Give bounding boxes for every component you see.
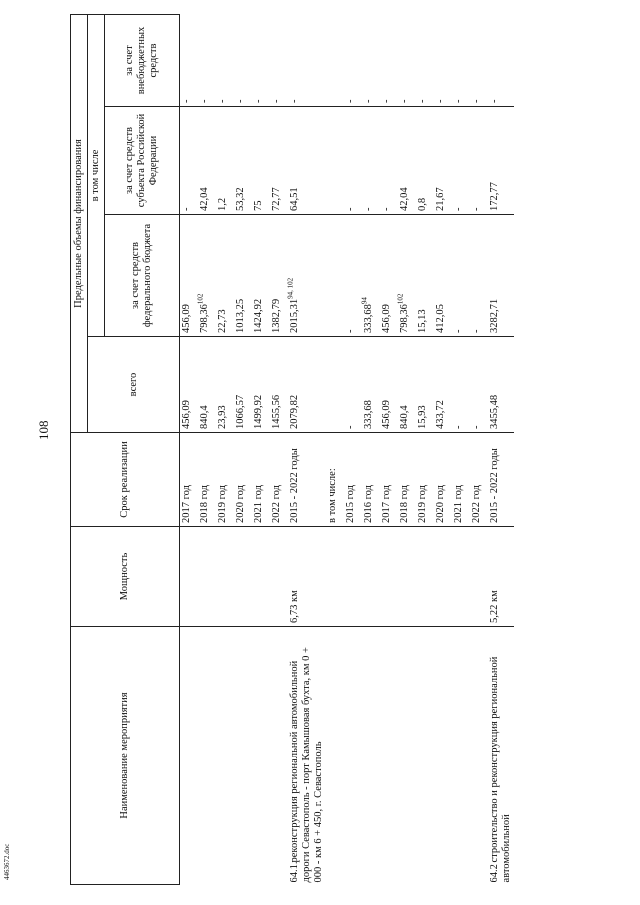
cell-name bbox=[416, 627, 434, 885]
cell-extra: - bbox=[344, 15, 362, 107]
cell-capacity bbox=[380, 527, 398, 627]
federal-value: 456,09 bbox=[381, 304, 393, 333]
cell-federal bbox=[180, 215, 199, 337]
cell-federal bbox=[416, 215, 434, 337]
cell-name bbox=[380, 627, 398, 885]
federal-value: 1424,92 bbox=[253, 298, 265, 333]
table-row bbox=[434, 15, 452, 885]
row-name: строительство и реконструкция региональной автомобильной bbox=[489, 656, 513, 883]
cell-capacity: 6,73 км bbox=[288, 527, 326, 627]
cell-period: 2015 - 2022 годы bbox=[488, 433, 514, 527]
cell-total: 456,09 bbox=[380, 337, 398, 433]
footnote-ref: 94 bbox=[360, 297, 369, 305]
cell-regional: - bbox=[452, 107, 470, 215]
table-row bbox=[288, 15, 326, 885]
cell-extra: - bbox=[488, 15, 514, 107]
cell-period: 2018 год bbox=[198, 433, 216, 527]
cell-capacity bbox=[216, 527, 234, 627]
cell-capacity bbox=[398, 527, 416, 627]
cell-extra: - bbox=[380, 15, 398, 107]
federal-value: 15,13 bbox=[417, 309, 429, 333]
cell-capacity bbox=[326, 527, 344, 627]
cell-name bbox=[234, 627, 252, 885]
table-row bbox=[380, 15, 398, 885]
federal-value: 1382,79 bbox=[271, 298, 283, 333]
table-row bbox=[362, 15, 380, 885]
cell-extra: - bbox=[470, 15, 488, 107]
cell-regional: - bbox=[380, 107, 398, 215]
header-funding: Предельные объемы финансирования bbox=[71, 15, 88, 433]
federal-value: - bbox=[453, 329, 465, 333]
cell-name bbox=[288, 627, 326, 885]
cell-capacity bbox=[252, 527, 270, 627]
federal-value: - bbox=[471, 329, 483, 333]
cell-period: 2017 год bbox=[380, 433, 398, 527]
cell-total: 23,93 bbox=[216, 337, 234, 433]
cell-capacity bbox=[344, 527, 362, 627]
cell-total: 1499,92 bbox=[252, 337, 270, 433]
cell-regional: - bbox=[362, 107, 380, 215]
cell-capacity bbox=[270, 527, 288, 627]
cell-extra: - bbox=[362, 15, 380, 107]
cell-capacity bbox=[452, 527, 470, 627]
cell-federal bbox=[216, 215, 234, 337]
table-row bbox=[398, 15, 416, 885]
header-capacity: Мощность bbox=[71, 527, 180, 627]
cell-extra: - bbox=[452, 15, 470, 107]
cell-total: 333,68 bbox=[362, 337, 380, 433]
cell-capacity bbox=[434, 527, 452, 627]
cell-extra: - bbox=[198, 15, 216, 107]
table-row bbox=[488, 15, 514, 885]
cell-regional: 53,32 bbox=[234, 107, 252, 215]
cell-total: 3455,48 bbox=[488, 337, 514, 433]
header-total: всего bbox=[88, 337, 180, 433]
table-row bbox=[180, 15, 199, 885]
cell-federal bbox=[234, 215, 252, 337]
federal-value: 22,73 bbox=[217, 309, 229, 333]
cell-capacity bbox=[470, 527, 488, 627]
cell-name bbox=[362, 627, 380, 885]
cell-period: 2019 год bbox=[416, 433, 434, 527]
cell-federal bbox=[362, 215, 380, 337]
cell-capacity bbox=[416, 527, 434, 627]
federal-value: 1013,25 bbox=[235, 298, 247, 333]
cell-federal bbox=[326, 215, 344, 337]
header-period: Срок реализации bbox=[71, 433, 180, 527]
table-row bbox=[270, 15, 288, 885]
header-extra: за счет внебюджетных средств bbox=[105, 15, 180, 107]
cell-federal bbox=[434, 215, 452, 337]
header-regional: за счет средств субъекта Российской Федерации bbox=[105, 107, 180, 215]
cell-name bbox=[326, 627, 344, 885]
table-row bbox=[470, 15, 488, 885]
federal-value: 798,36 bbox=[399, 304, 411, 333]
federal-value: 456,09 bbox=[181, 304, 193, 333]
table-row bbox=[452, 15, 470, 885]
cell-period: 2021 год bbox=[452, 433, 470, 527]
federal-value: 412,05 bbox=[435, 304, 447, 333]
footnote-ref: 94, 102 bbox=[286, 277, 295, 299]
cell-extra: - bbox=[416, 15, 434, 107]
table-row bbox=[416, 15, 434, 885]
cell-name bbox=[180, 627, 199, 885]
cell-federal bbox=[198, 215, 216, 337]
cell-extra: - bbox=[434, 15, 452, 107]
cell-total bbox=[326, 337, 344, 433]
footnote-ref: 102 bbox=[196, 293, 205, 305]
cell-period: 2015 - 2022 годы bbox=[288, 433, 326, 527]
cell-federal bbox=[344, 215, 362, 337]
cell-regional: 1,2 bbox=[216, 107, 234, 215]
cell-name bbox=[398, 627, 416, 885]
cell-federal bbox=[398, 215, 416, 337]
cell-regional: 42,04 bbox=[398, 107, 416, 215]
header-name: Наименование мероприятия bbox=[71, 627, 180, 885]
cell-regional bbox=[326, 107, 344, 215]
cell-regional: 21,67 bbox=[434, 107, 452, 215]
cell-regional: 72,77 bbox=[270, 107, 288, 215]
cell-name bbox=[270, 627, 288, 885]
cell-extra: - bbox=[252, 15, 270, 107]
cell-name bbox=[488, 627, 514, 885]
cell-regional: - bbox=[470, 107, 488, 215]
cell-period: в том числе: bbox=[326, 433, 344, 527]
cell-extra: - bbox=[180, 15, 199, 107]
cell-period: 2016 год bbox=[362, 433, 380, 527]
table-row bbox=[216, 15, 234, 885]
table-row bbox=[234, 15, 252, 885]
cell-total: - bbox=[452, 337, 470, 433]
cell-period: 2020 год bbox=[234, 433, 252, 527]
cell-regional: 0,8 bbox=[416, 107, 434, 215]
cell-name bbox=[252, 627, 270, 885]
cell-total: - bbox=[470, 337, 488, 433]
cell-period: 2020 год bbox=[434, 433, 452, 527]
cell-federal bbox=[252, 215, 270, 337]
page-number: 108 bbox=[36, 420, 51, 440]
cell-regional: 172,77 bbox=[488, 107, 514, 215]
table-row bbox=[252, 15, 270, 885]
federal-value: 798,36 bbox=[199, 304, 211, 333]
cell-name bbox=[470, 627, 488, 885]
cell-federal bbox=[270, 215, 288, 337]
table-row bbox=[326, 15, 344, 885]
row-index: 64.2 bbox=[489, 864, 501, 883]
header-including: в том числе bbox=[88, 15, 105, 337]
rotated-table-sheet bbox=[70, 15, 623, 885]
cell-regional: 75 bbox=[252, 107, 270, 215]
cell-total: 840,4 bbox=[398, 337, 416, 433]
cell-capacity bbox=[198, 527, 216, 627]
cell-federal bbox=[288, 215, 326, 337]
federal-value: 333,68 bbox=[363, 304, 375, 333]
cell-federal bbox=[380, 215, 398, 337]
cell-period: 2022 год bbox=[470, 433, 488, 527]
cell-name bbox=[344, 627, 362, 885]
cell-regional: - bbox=[180, 107, 199, 215]
cell-total: 433,72 bbox=[434, 337, 452, 433]
row-index: 64.1. bbox=[289, 861, 301, 883]
funding-table bbox=[70, 14, 514, 885]
row-name: реконструкция региональной автомобильной дороги Севастополь - порт Камышовая бухта, км 0 + 000 - км 6 + 450, г. Севастополь bbox=[289, 647, 325, 883]
table-row bbox=[344, 15, 362, 885]
federal-value: 3282,71 bbox=[489, 298, 501, 333]
cell-capacity bbox=[180, 527, 199, 627]
cell-regional: 64,51 bbox=[288, 107, 326, 215]
cell-federal bbox=[488, 215, 514, 337]
cell-period: 2018 год bbox=[398, 433, 416, 527]
table-row bbox=[198, 15, 216, 885]
cell-period: 2015 год bbox=[344, 433, 362, 527]
cell-total: 840,4 bbox=[198, 337, 216, 433]
cell-period: 2021 год bbox=[252, 433, 270, 527]
footnote-ref: 102 bbox=[396, 293, 405, 305]
cell-extra: - bbox=[270, 15, 288, 107]
cell-extra bbox=[326, 15, 344, 107]
cell-total: 1066,57 bbox=[234, 337, 252, 433]
cell-total: 2079,82 bbox=[288, 337, 326, 433]
cell-total: 456,09 bbox=[180, 337, 199, 433]
cell-name bbox=[216, 627, 234, 885]
cell-capacity bbox=[362, 527, 380, 627]
cell-total: - bbox=[344, 337, 362, 433]
header-federal: за счет средств федерального бюджета bbox=[105, 215, 180, 337]
federal-value: 2015,31 bbox=[289, 298, 301, 333]
cell-period: 2017 год bbox=[180, 433, 199, 527]
cell-extra: - bbox=[398, 15, 416, 107]
cell-total: 1455,56 bbox=[270, 337, 288, 433]
cell-extra: - bbox=[288, 15, 326, 107]
federal-value: - bbox=[345, 329, 357, 333]
cell-period: 2022 год bbox=[270, 433, 288, 527]
cell-capacity bbox=[234, 527, 252, 627]
cell-extra: - bbox=[216, 15, 234, 107]
cell-name bbox=[452, 627, 470, 885]
cell-extra: - bbox=[234, 15, 252, 107]
cell-regional: 42,04 bbox=[198, 107, 216, 215]
cell-name bbox=[198, 627, 216, 885]
cell-total: 15,93 bbox=[416, 337, 434, 433]
cell-regional: - bbox=[344, 107, 362, 215]
cell-federal bbox=[452, 215, 470, 337]
file-tag: 4463672.doc bbox=[3, 843, 11, 880]
cell-period: 2019 год bbox=[216, 433, 234, 527]
cell-capacity: 5,22 км bbox=[488, 527, 514, 627]
cell-name bbox=[434, 627, 452, 885]
cell-federal bbox=[470, 215, 488, 337]
